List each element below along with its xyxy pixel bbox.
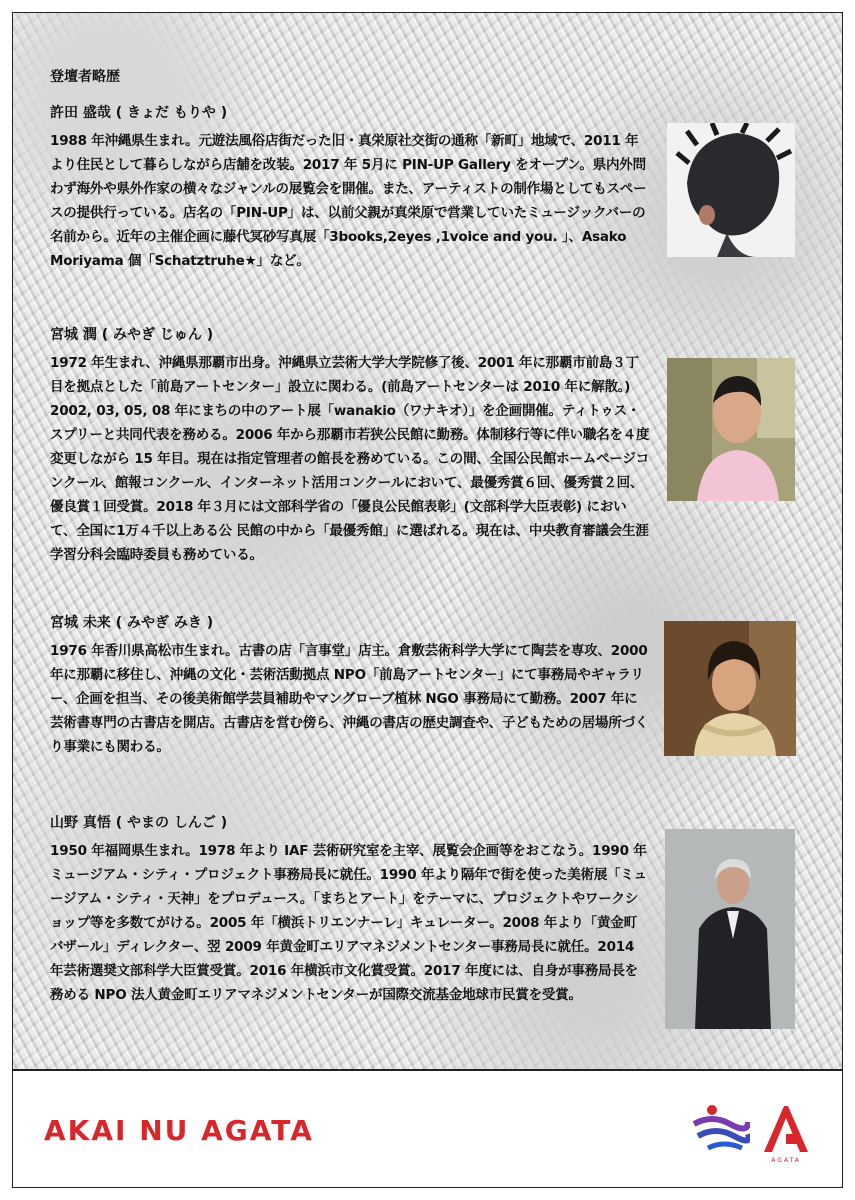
- wave-logo-icon: [692, 1100, 750, 1164]
- bio-name: 許田 盛哉 ( きょだ もりや ): [50, 105, 228, 121]
- footer-divider: [13, 1069, 842, 1071]
- page-heading: 登壇者略歴: [50, 69, 120, 85]
- bio-name: 宮城 未来 ( みやぎ みき ): [50, 615, 214, 631]
- portrait-photo-yamano: [665, 829, 795, 1029]
- portrait-photo-miyagi-miki: [664, 621, 796, 756]
- bio-yamano: [50, 813, 650, 1007]
- bio-kyoda: [50, 103, 650, 273]
- bio-name: 宮城 潤 ( みやぎ じゅん ): [50, 327, 214, 343]
- agata-mark-text: AGATA: [771, 1157, 801, 1164]
- akai-nu-agata-logo: AKAI NU AGATA: [44, 1114, 314, 1147]
- bio-name: 山野 真悟 ( やまの しんご ): [50, 815, 228, 831]
- bio-miyagi-jun: [50, 325, 650, 567]
- bio-text: 1976 年香川県高松市生まれ。古書の店「言事堂」店主。倉敷芸術科学大学にて陶芸を専攻、2000 年に那覇に移住し、沖縄の文化・芸術活動拠点 NPO「前島アートセンター」にて事務局やギャラリー、企画を担当、その後美術館学芸員補助やマングローブ植林 NGO 事務局にて勤務。2007 年に芸術書専門の古書店を開店。古書店を営む傍ら、沖縄の書店の歴史調査や、子どもための居場所づくり事業にも関わる。: [50, 643, 649, 755]
- bio-text: 1988 年沖縄県生まれ。元遊法風俗店街だった旧・真栄原社交街の通称「新町」地域で、2011 年より住民として暮らしながら店舗を改装。2017 年 5月に PIN-UP Gallery をオープン。県内外問わず海外や県外作家の横々なジャンルの展覧会を開催。また、アーティストの制作場としてもスペースの提供行っている。店名の「PIN-UP」は、以前父親が真栄原で営業していたミュージックバーの名前から。近年の主催企画に藤代冥砂写真展「3books,2eyes ,1voice and you. 」、Asako Moriyama 個「Schatztruhe★」など。: [50, 133, 647, 269]
- portrait-photo-kyoda: [667, 123, 795, 257]
- portrait-photo-miyagi-jun: [667, 358, 795, 501]
- bio-text: 1972 年生まれ、沖縄県那覇市出身。沖縄県立芸術大学大学院修了後、2001 年に那覇市前島３丁目を拠点とした「前島アートセンター」設立に関わる。(前島アートセンターは 2010 年に解散。) 2002, 03, 05, 08 年にまちの中のアート展「wanakio（ワナキオ）」を企画開催。ティトゥス・スプリーと共同代表を務める。2006 年から那覇市若狭公民館に勤務。体制移行等に伴い職名を４度変更しながら 15 年目。現在は指定管理者の館長を務めている。この間、全国公民館ホームページコンクール、館報コンクール、インターネット活用コンクールにおいて、最優秀賞６回、優秀賞２回、優良賞１回受賞。2018 年３月には文部科学省の「優良公民館表彰」(文部科学大臣表彰) において、全国に1万４千以上ある公 民館の中から「最優秀館」に選ばれる。現在は、中央教育審議会生涯学習分科会臨時委員も務めている。: [50, 355, 650, 563]
- agata-logo-icon: [758, 1100, 814, 1168]
- bio-miyagi-miki: [50, 613, 650, 759]
- bio-text: 1950 年福岡県生まれ。1978 年より IAF 芸術研究室を主宰、展覧会企画等をおこなう。1990 年ミュージアム・シティ・プロジェクト事務局長に就任。1990 年より隔年で街を使った美術展「ミュージアム・シティ・天神」をプロデュース。「まちとアート」をテーマに、プロジェクトやワークショップ等を多数てがける。2005 年「横浜トリエンナーレ」キュレーター。2008 年より「黄金町バザール」ディレクター、翌 2009 年黄金町エリアマネジメントセンター事務局長に就任。2014 年芸術選奨文部科学大臣賞受賞。2016 年横浜市文化賞受賞。2017 年度には、自身が事務局長を務める NPO 法人黄金町エリアマネジメントセンターが国際交流基金地球市民賞を受賞。: [50, 843, 647, 1003]
